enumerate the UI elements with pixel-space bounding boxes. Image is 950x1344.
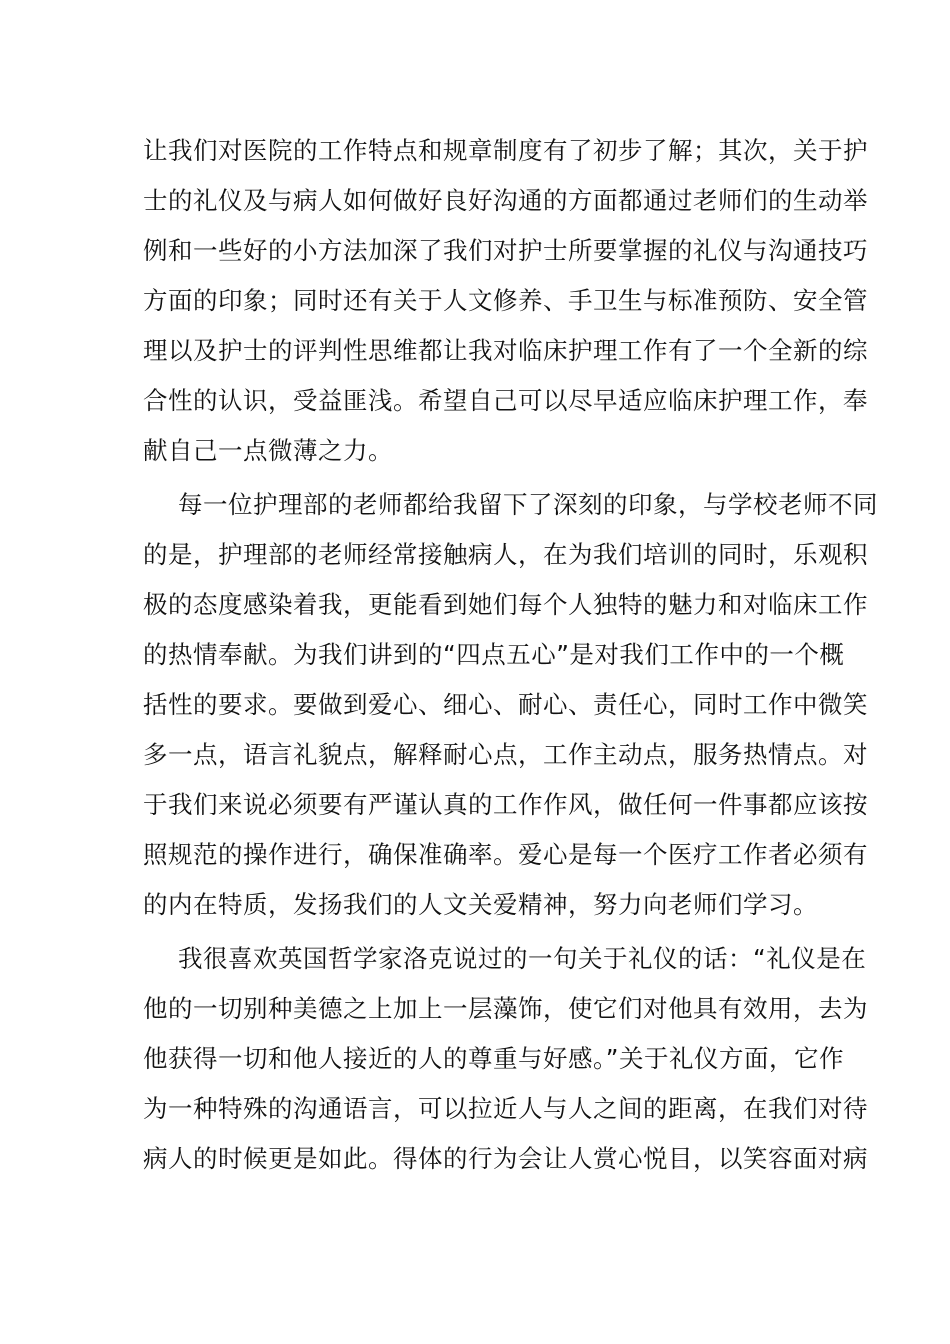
text-line: 病人的时候更是如此。得体的行为会让人赏心悦目，以笑容面对病 — [143, 1144, 868, 1173]
text-line: 照规范的操作进行，确保准确率。爱心是每一个医疗工作者必须有 — [143, 840, 868, 869]
text-line: 他的一切别种美德之上加上一层藻饰，使它们对他具有效用，去为 — [143, 994, 868, 1023]
text-line: 例和一些好的小方法加深了我们对护士所要掌握的礼仪与沟通技巧 — [143, 236, 868, 265]
text-line: 的内在特质，发扬我们的人文关爱精神，努力向老师们学习。 — [143, 890, 818, 919]
text-line: 让我们对医院的工作特点和规章制度有了初步了解；其次，关于护 — [143, 136, 868, 165]
text-line: 理以及护士的评判性思维都让我对临床护理工作有了一个全新的综 — [143, 336, 868, 365]
text-line: 于我们来说必须要有严谨认真的工作作风，做任何一件事都应该按 — [143, 790, 868, 819]
text-line: 为一种特殊的沟通语言，可以拉近人与人之间的距离，在我们对待 — [143, 1094, 868, 1123]
text-line: 士的礼仪及与病人如何做好良好沟通的方面都通过老师们的生动举 — [143, 186, 868, 215]
text-line: 他获得一切和他人接近的人的尊重与好感。”关于礼仪方面，它作 — [143, 1044, 844, 1073]
text-line: 我很喜欢英国哲学家洛克说过的一句关于礼仪的话：“礼仪是在 — [178, 944, 867, 973]
text-line: 多一点，语言礼貌点，解释耐心点，工作主动点，服务热情点。对 — [143, 740, 868, 769]
text-line: 献自己一点微薄之力。 — [143, 436, 393, 465]
text-line: 每一位护理部的老师都给我留下了深刻的印象，与学校老师不同 — [178, 490, 878, 519]
text-line: 极的态度感染着我，更能看到她们每个人独特的魅力和对临床工作 — [143, 590, 868, 619]
text-line: 的是，护理部的老师经常接触病人，在为我们培训的同时，乐观积 — [143, 540, 868, 569]
text-line: 的热情奉献。为我们讲到的“四点五心”是对我们工作中的一个概 — [143, 640, 845, 669]
text-line: 方面的印象；同时还有关于人文修养、手卫生与标准预防、安全管 — [143, 286, 868, 315]
text-line: 括性的要求。要做到爱心、细心、耐心、责任心，同时工作中微笑 — [143, 690, 868, 719]
text-line: 合性的认识，受益匪浅。希望自己可以尽早适应临床护理工作，奉 — [143, 386, 868, 415]
